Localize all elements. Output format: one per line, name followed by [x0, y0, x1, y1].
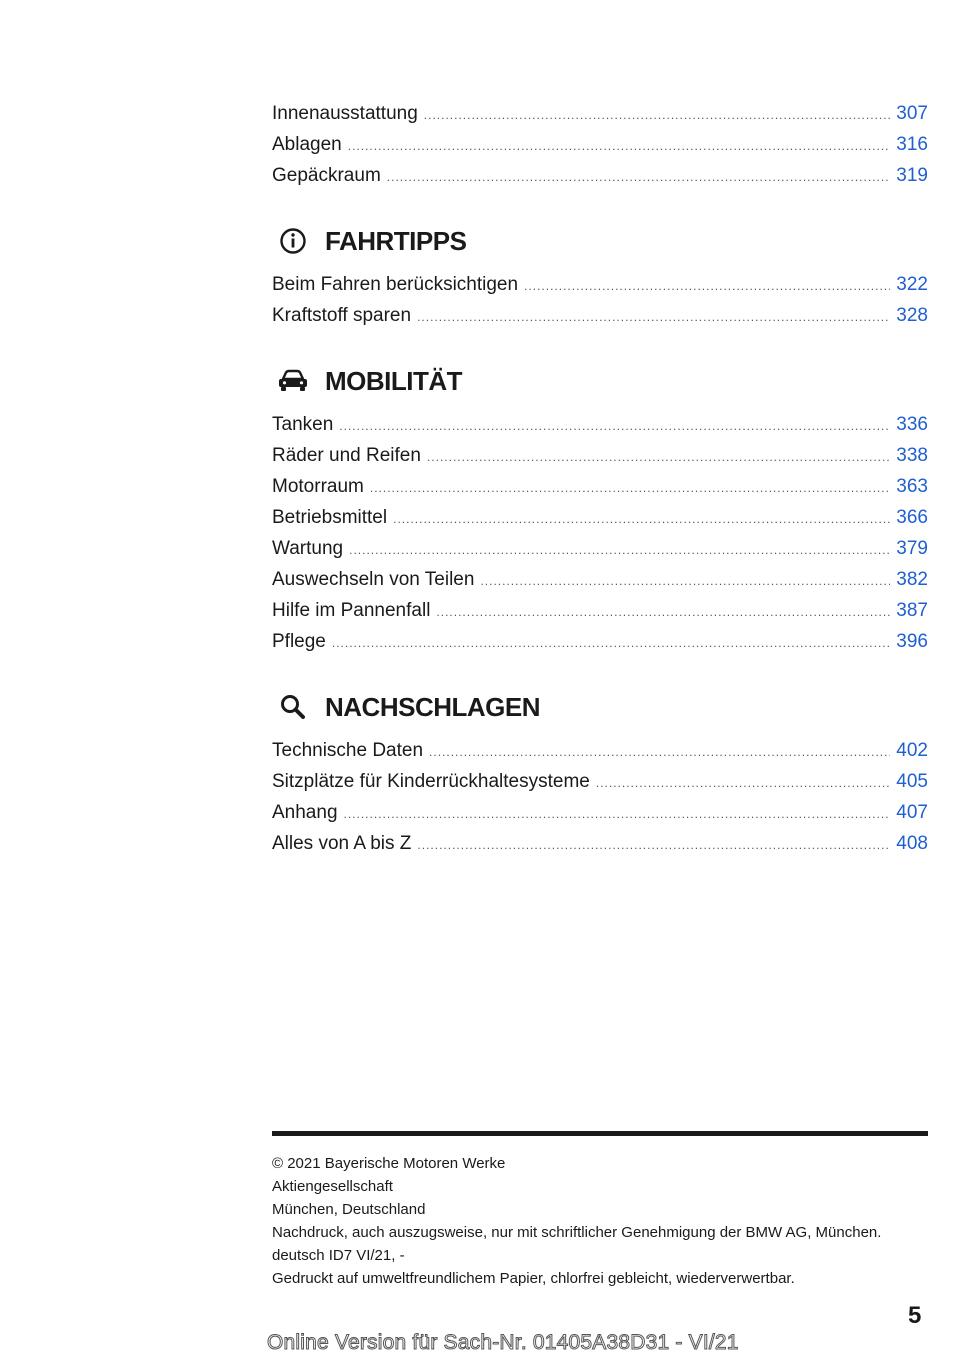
dot-leader [332, 636, 890, 650]
dot-leader [387, 170, 891, 184]
watermark: Online Version für Sach-Nr. 01405A38D31 - VI/21 [267, 1331, 739, 1354]
section-heading-fahrtipps [272, 213, 928, 269]
toc-page-link[interactable]: 387 [896, 600, 928, 621]
dot-leader [427, 450, 890, 464]
toc-entry-label: Innenausstattung [272, 103, 418, 124]
toc-entry-label: Ablagen [272, 134, 342, 155]
toc-page-link[interactable]: 405 [896, 771, 928, 792]
toc-page-link[interactable]: 379 [896, 538, 928, 559]
dot-leader [344, 807, 891, 821]
toc-page-link[interactable]: 322 [896, 274, 928, 295]
toc-entry[interactable] [272, 802, 928, 833]
toc-page-link[interactable]: 336 [896, 414, 928, 435]
toc-entry[interactable] [272, 771, 928, 802]
toc-page-link[interactable]: 307 [896, 103, 928, 124]
dot-leader [424, 108, 891, 122]
imprint-line: München, Deutschland [272, 1201, 426, 1218]
toc-entry[interactable] [272, 569, 928, 600]
toc-page-link[interactable]: 328 [896, 305, 928, 326]
toc-entry-label: Gepäckraum [272, 165, 381, 186]
section-title: MOBILITÄT [325, 365, 463, 396]
toc-entry[interactable] [272, 165, 928, 196]
dot-leader [348, 139, 891, 153]
toc-entry-label: Anhang [272, 802, 338, 823]
section-heading-mobilitaet [272, 353, 928, 409]
dot-leader [596, 776, 890, 790]
toc-page-link[interactable]: 363 [896, 476, 928, 497]
dot-leader [393, 512, 890, 526]
toc-page-link[interactable]: 316 [896, 134, 928, 155]
toc-entry-label: Betriebsmittel [272, 507, 388, 528]
dot-leader [339, 419, 890, 433]
dot-leader [524, 279, 890, 293]
toc-entry-label: Auswechseln von Teilen [272, 569, 475, 590]
toc-page-link[interactable]: 396 [896, 631, 928, 652]
toc-entry-label: Kraftstoff sparen [272, 305, 412, 326]
toc-entry[interactable] [272, 833, 928, 864]
info-icon [276, 226, 310, 256]
toc-entry[interactable] [272, 305, 928, 336]
toc-page-link[interactable]: 407 [896, 802, 928, 823]
dot-leader [417, 310, 890, 324]
dot-leader [349, 543, 890, 557]
toc-content [272, 103, 928, 864]
dot-leader [429, 745, 890, 759]
dot-leader [417, 838, 890, 852]
page-number: 5 [908, 1302, 922, 1329]
section-heading-nachschlagen [272, 679, 928, 735]
toc-entry-label: Pflege [272, 631, 326, 652]
toc-page-link[interactable]: 382 [896, 569, 928, 590]
dot-leader [436, 605, 890, 619]
toc-entry[interactable] [272, 414, 928, 445]
toc-entry-label: Alles von A bis Z [272, 833, 412, 854]
toc-entry[interactable] [272, 740, 928, 771]
toc-entry[interactable] [272, 538, 928, 569]
toc-entry[interactable] [272, 600, 928, 631]
toc-entry-label: Motorraum [272, 476, 364, 497]
toc-entry-label: Beim Fahren berücksichtigen [272, 274, 519, 295]
imprint-line: deutsch ID7 VI/21, - [272, 1247, 405, 1264]
imprint-line: © 2021 Bayerische Motoren Werke [272, 1155, 506, 1172]
car-icon [276, 366, 310, 396]
imprint-footer [272, 1131, 928, 1290]
footer-rule [272, 1131, 928, 1136]
toc-entry-label: Wartung [272, 538, 344, 559]
toc-page-link[interactable]: 402 [896, 740, 928, 761]
imprint-line: Nachdruck, auch auszugsweise, nur mit schriftlicher Genehmigung der BMW AG, München. [272, 1224, 882, 1241]
imprint-line: Aktiengesellschaft [272, 1178, 393, 1195]
toc-group [272, 103, 928, 196]
dot-leader [480, 574, 890, 588]
toc-entry-label: Hilfe im Pannenfall [272, 600, 431, 621]
toc-entry-label: Räder und Reifen [272, 445, 421, 466]
toc-entry[interactable] [272, 134, 928, 165]
toc-entry[interactable] [272, 445, 928, 476]
imprint-line: Gedruckt auf umweltfreundlichem Papier, chlorfrei gebleicht, wiederverwertbar. [272, 1270, 795, 1287]
toc-entry-label: Tanken [272, 414, 334, 435]
dot-leader [370, 481, 890, 495]
toc-entry-label: Technische Daten [272, 740, 424, 761]
section-title: FAHRTIPPS [325, 225, 467, 256]
toc-entry[interactable] [272, 507, 928, 538]
section-title: NACHSCHLAGEN [325, 691, 540, 722]
toc-page-link[interactable]: 408 [896, 833, 928, 854]
toc-entry[interactable] [272, 476, 928, 507]
toc-page-link[interactable]: 338 [896, 445, 928, 466]
toc-entry[interactable] [272, 631, 928, 662]
toc-entry[interactable] [272, 274, 928, 305]
search-icon [276, 692, 310, 722]
toc-page-link[interactable]: 319 [896, 165, 928, 186]
toc-entry-label: Sitzplätze für Kinderrückhaltesysteme [272, 771, 590, 792]
toc-page-link[interactable]: 366 [896, 507, 928, 528]
toc-entry[interactable] [272, 103, 928, 134]
